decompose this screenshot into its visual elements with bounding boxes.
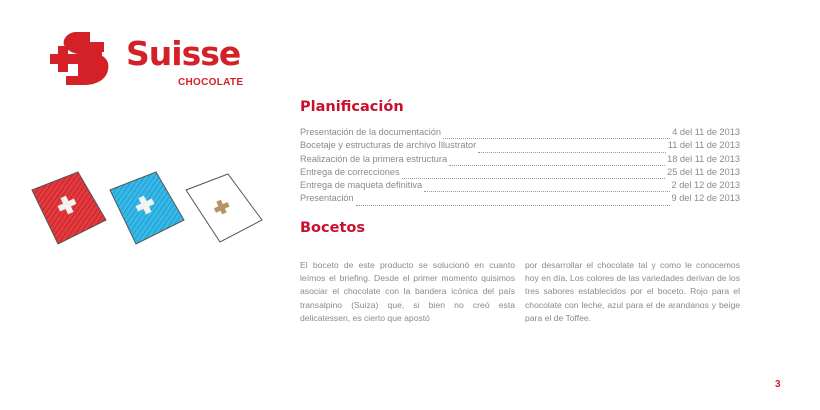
section-title-planificacion: Planificación: [300, 99, 404, 115]
schedule-date: 25 del 11 de 2013: [667, 166, 740, 177]
dot-leader: [402, 170, 666, 179]
sketches-illustration: [28, 168, 273, 253]
dot-leader: [478, 144, 666, 153]
dot-leader: [449, 157, 665, 166]
schedule-label: Entrega de maqueta definitiva: [300, 180, 423, 191]
page-number: 3: [775, 379, 781, 390]
red-sketch: [32, 172, 106, 244]
schedule-date: 4 del 11 de 2013: [672, 127, 740, 137]
schedule-row: [300, 179, 740, 192]
schedule-list: [300, 126, 740, 206]
schedule-label: Entrega de correcciones: [300, 166, 400, 177]
bocetos-text-column-1: El boceto de este producto se solucionó en cuanto leímos el briefing. Desde el primer momento quisimos asociar el chocolate con la bandera icónica del país transalpino (Suiza) que, si bien no creó esta delicatessen, es cierto que apostó: [300, 259, 515, 324]
brand-logo: [46, 30, 246, 90]
bocetos-text-column-2: por desarrollar el chocolate tal y como le conocemos hoy en día. Los colores de las variedades derivan de los tres sabores establecidos por el boceto. Rojo para el chocolate con leche, azul para el de arandanos y beige para el de Toffee.: [525, 259, 740, 324]
schedule-row: [300, 139, 740, 152]
schedule-date: 9 del 12 de 2013: [671, 193, 740, 204]
schedule-label: Presentación de la documentación: [300, 127, 441, 137]
brand-name: Suisse: [126, 34, 241, 73]
schedule-label: Bocetaje y estructuras de archivo Illustrator: [300, 140, 477, 151]
section-title-bocetos: Bocetos: [300, 220, 365, 236]
schedule-date: 2 del 12 de 2013: [671, 180, 740, 191]
schedule-date: 18 del 11 de 2013: [667, 153, 740, 164]
blue-sketch: [110, 172, 184, 244]
schedule-row: [300, 192, 740, 205]
beige-sketch: [186, 174, 262, 242]
dot-leader: [443, 130, 670, 139]
schedule-label: Realización de la primera estructura: [300, 153, 448, 164]
schedule-row: [300, 166, 740, 179]
schedule-date: 11 del 11 de 2013: [667, 140, 740, 151]
dot-leader: [356, 197, 670, 206]
brand-subtitle: CHOCOLATE: [178, 77, 244, 88]
schedule-label: Presentación: [300, 193, 354, 204]
swiss-cross-s-icon: [46, 30, 116, 86]
schedule-row: [300, 126, 740, 139]
dot-leader: [424, 183, 669, 192]
schedule-row: [300, 153, 740, 166]
